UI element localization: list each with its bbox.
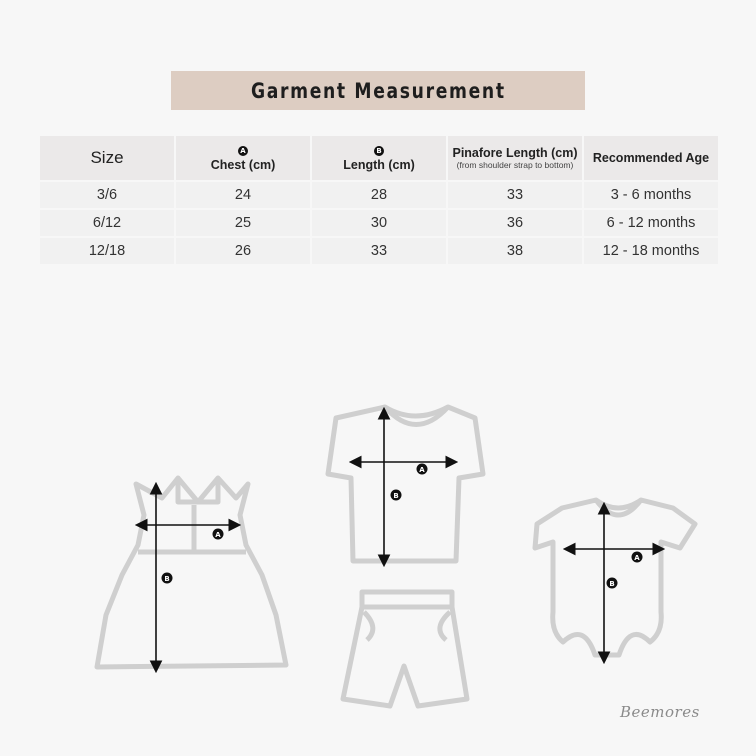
- header-pinafore-label: Pinafore Length (cm): [452, 145, 578, 160]
- header-chest-label: Chest (cm): [210, 158, 276, 172]
- brand-logo: Beemores: [620, 703, 700, 721]
- marker-b-bodysuit: [607, 578, 618, 589]
- cell-pinafore: 38: [448, 238, 582, 264]
- marker-label: B: [609, 580, 615, 588]
- cell-length: 33: [312, 238, 446, 264]
- cell-chest: 25: [176, 210, 310, 236]
- cell-age: 3 - 6 months: [584, 182, 718, 208]
- marker-b-tshirt: [391, 490, 402, 501]
- header-length-label: Length (cm): [343, 158, 415, 172]
- page-title: Garment Measurement: [250, 78, 506, 103]
- tshirt-measurements: [352, 410, 455, 564]
- marker-a-bodysuit: [632, 552, 643, 563]
- marker-label: A: [419, 466, 425, 474]
- cell-chest: 26: [176, 238, 310, 264]
- marker-label: A: [215, 531, 221, 539]
- tshirt-illustration: [328, 407, 483, 561]
- header-pinafore-note: (from shoulder strap to bottom): [456, 160, 574, 171]
- cell-size: 3/6: [40, 182, 174, 208]
- shorts-illustration: [343, 592, 467, 706]
- marker-label: A: [634, 554, 640, 562]
- marker-b-icon: B: [374, 146, 384, 156]
- bodysuit-illustration: [535, 500, 695, 655]
- dress-measurements: [138, 485, 238, 670]
- cell-age: 6 - 12 months: [584, 210, 718, 236]
- cell-size: 6/12: [40, 210, 174, 236]
- marker-a-dress: [213, 529, 224, 540]
- cell-pinafore: 36: [448, 210, 582, 236]
- marker-b-dress: [162, 573, 173, 584]
- marker-a-icon: A: [238, 146, 248, 156]
- dress-illustration: [97, 478, 286, 667]
- cell-length: 28: [312, 182, 446, 208]
- marker-a-tshirt: [417, 464, 428, 475]
- marker-label: B: [393, 492, 399, 500]
- marker-label: B: [164, 575, 170, 583]
- cell-pinafore: 33: [448, 182, 582, 208]
- header-size: Size: [40, 136, 174, 180]
- cell-length: 30: [312, 210, 446, 236]
- header-age-label: Recommended Age: [592, 150, 710, 165]
- cell-size: 12/18: [40, 238, 174, 264]
- cell-chest: 24: [176, 182, 310, 208]
- cell-age: 12 - 18 months: [584, 238, 718, 264]
